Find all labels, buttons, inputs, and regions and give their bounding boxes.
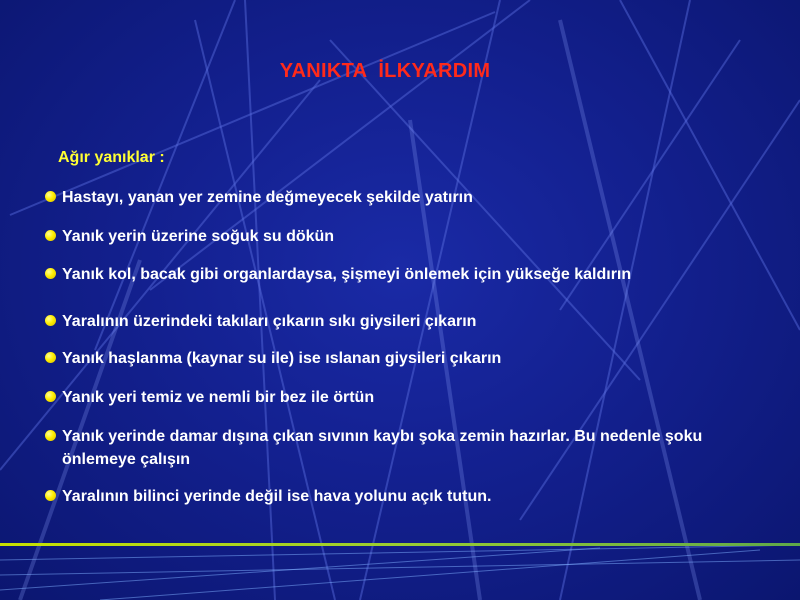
yellow-dot-bullet-icon [45, 352, 56, 363]
yellow-dot-bullet-icon [45, 268, 56, 279]
bullet-text: Hastayı, yanan yer zemine değmeyecek şekilde yatırın [62, 189, 473, 206]
yellow-dot-bullet-icon [45, 490, 56, 501]
bullet-item [45, 386, 745, 409]
footer-divider [0, 543, 800, 548]
bullet-text: Yanık yeri temiz ve nemli bir bez ile örtün [62, 389, 375, 406]
bullet-item [45, 347, 745, 370]
yellow-dot-bullet-icon [45, 315, 56, 326]
bullet-item [45, 225, 745, 248]
bullet-text: Yanık kol, bacak gibi organlardaysa, şişmeyi önlemek için yükseğe kaldırın [62, 266, 632, 283]
bullet-text: Yanık haşlanma (kaynar su ile) ise ıslanan giysileri çıkarın [62, 350, 502, 367]
bullet-item [45, 485, 745, 508]
yellow-dot-bullet-icon [45, 391, 56, 402]
bullet-item [45, 186, 745, 209]
bullet-item [45, 425, 745, 471]
section-subheading: Ağır yanıklar : [58, 149, 165, 166]
bullet-item [45, 310, 745, 333]
bullet-text: Yaralının bilinci yerinde değil ise hava yolunu açık tutun. [62, 488, 492, 505]
yellow-dot-bullet-icon [45, 191, 56, 202]
bullet-text: Yanık yerinde damar dışına çıkan sıvının kaybı şoka zemin hazırlar. Bu nedenle şoku önlemeye çalışın [62, 428, 703, 468]
bullet-text: Yanık yerin üzerine soğuk su dökün [62, 228, 335, 245]
bullet-text: Yaralının üzerindeki takıları çıkarın sıkı giysileri çıkarın [62, 313, 477, 330]
slide-title: YANIKTA İLKYARDIM [279, 60, 491, 82]
yellow-dot-bullet-icon [45, 230, 56, 241]
bullet-item [45, 263, 715, 286]
yellow-dot-bullet-icon [45, 430, 56, 441]
